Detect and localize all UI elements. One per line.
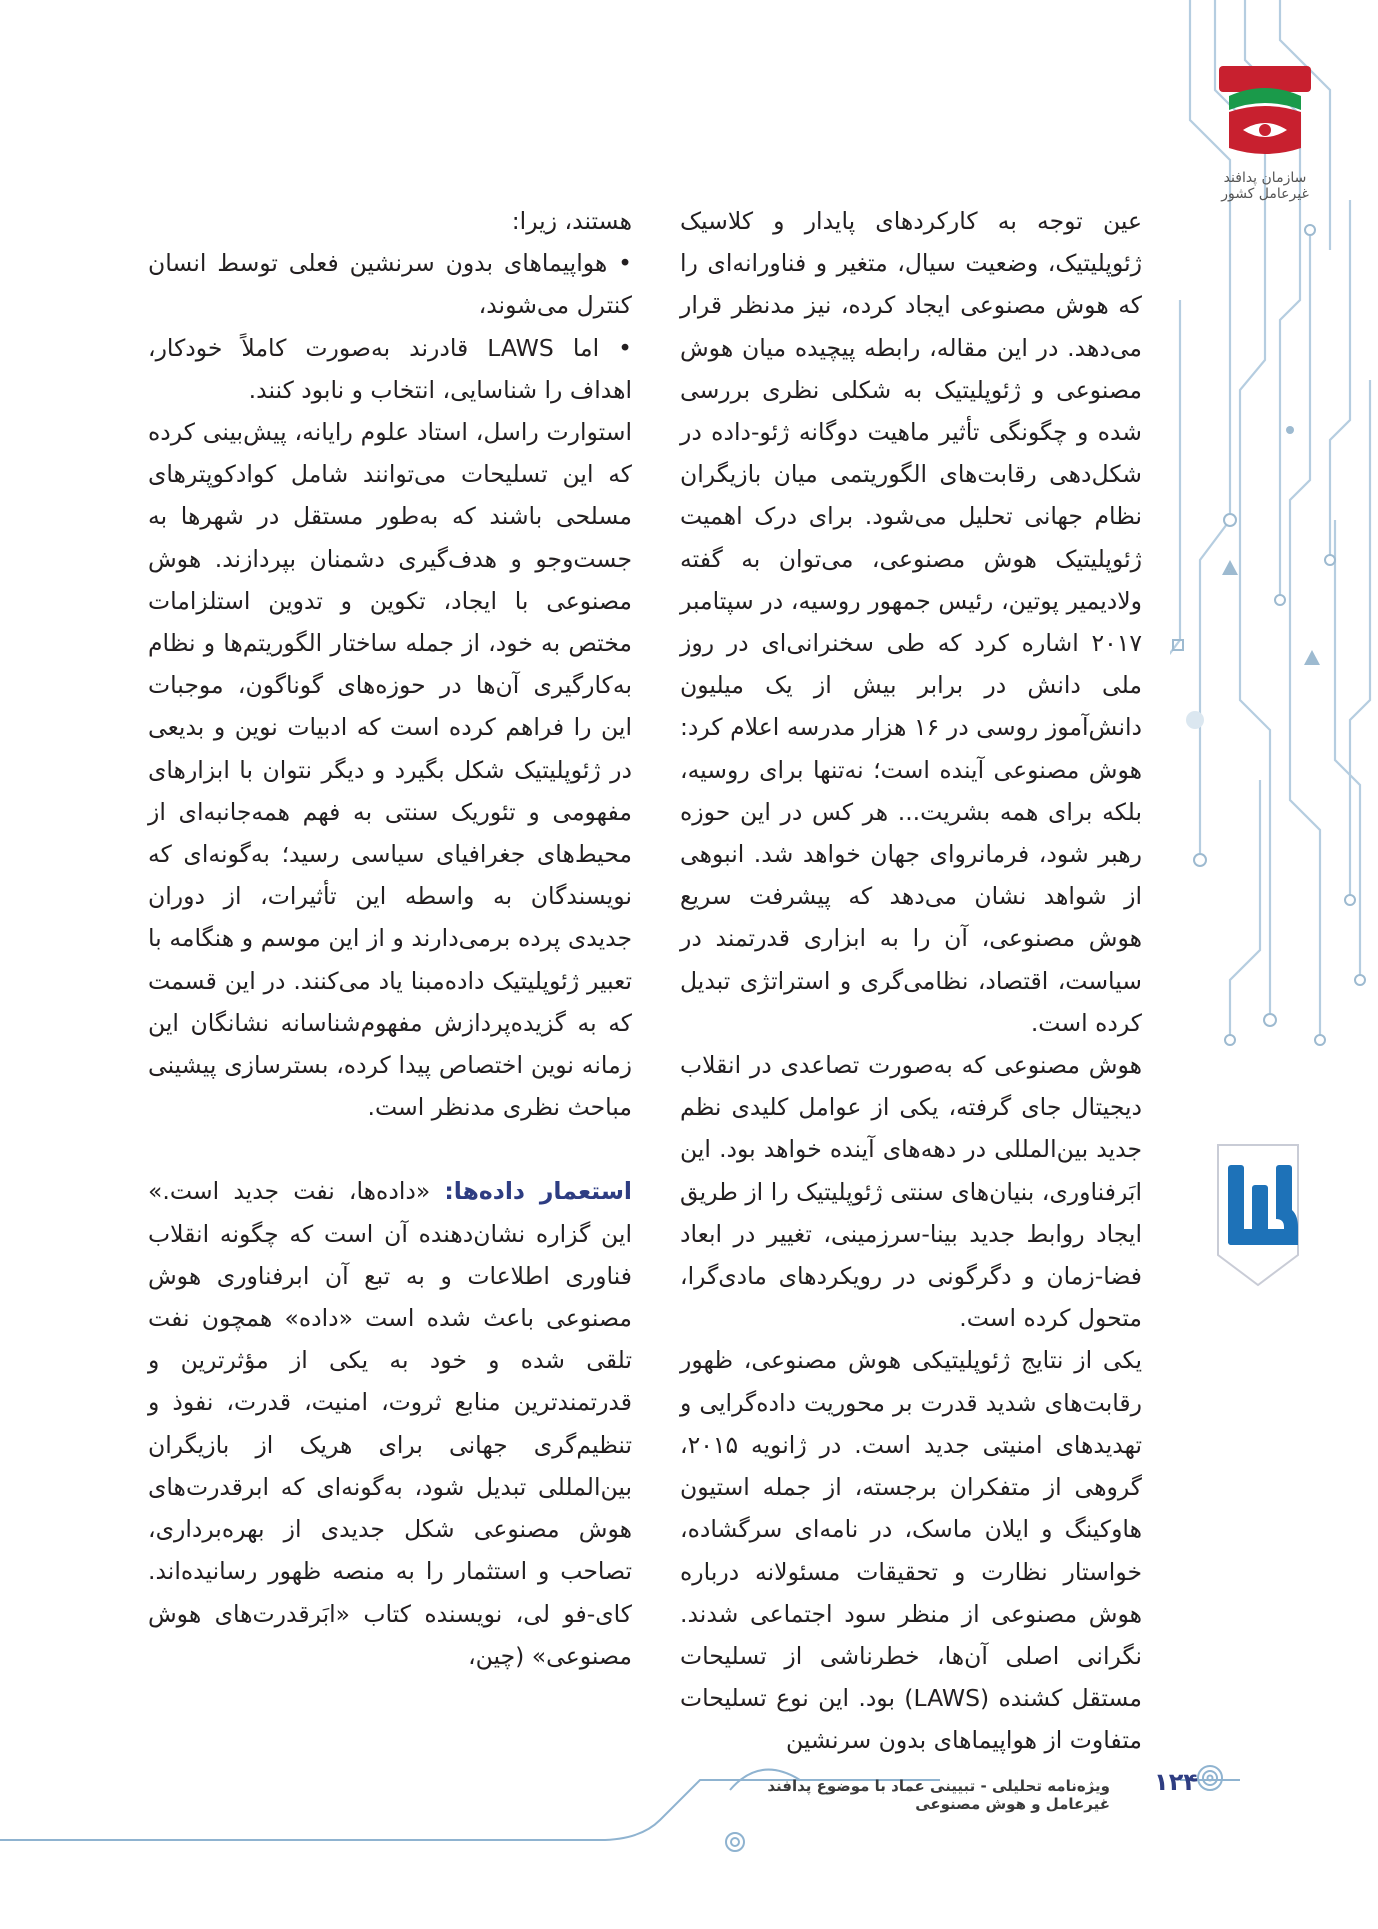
paragraph: هوش مصنوعی که به‌صورت تصاعدی در انقلاب دیجیتال جای گرفته، یکی از عوامل کلیدی نظم جدید بین‌المللی در دهه‌های آینده خواهد بود. این ابَرفناوری، بنیان‌های سنتی ژئوپلیتیک را از طریق ایجاد روابط جدید بینا-سرزمینی، تغییر در ابعاد فضا-زمان و دگرگونی در رویکردهای مادی‌گرا، متحول کرده است. <box>680 1051 1142 1333</box>
page-number: ۱۲۴ <box>1154 1768 1198 1796</box>
intro-text: هستند، زیرا: <box>511 207 632 235</box>
right-column <box>680 200 1142 1762</box>
section-paragraph <box>148 1170 632 1676</box>
paragraph: یکی از نتایج ژئوپلیتیکی هوش مصنوعی، ظهور رقابت‌های شدید قدرت بر محوریت داده‌گرایی و تهدیدهای امنیتی جدید است. در ژانویه ۲۰۱۵، گروهی از متفکران برجسته، از جمله استیون هاوکینگ و ایلان ماسک، در نامه‌ای سرگشاده، خواستار نظارت و تحقیقات مسئولانه درباره هوش مصنوعی از منظر سود اجتماعی شدند. نگرانی اصلی آن‌ها، خطرناشی از تسلیحات مستقل کشنده (LAWS) بود. این نوع تسلیحات متفاوت از هواپیماهای بدون سرنشین <box>680 1346 1143 1755</box>
section-text: «داده‌ها، نفت جدید است.» این گزاره نشان‌دهنده آن است که چگونه انقلاب فناوری اطلاعات و به تبع آن ابرفناوری هوش مصنوعی باعث شده است «داده» همچون نفت تلقی شده و خود به یکی از مؤثرترین و قدرتمندترین منابع ثروت، امنیت، قدرت، نفوذ و تنظیم‌گری جهانی برای هریک از بازیگران بین‌المللی تبدیل شود، به‌گونه‌ای که ابرقدرت‌های هوش مصنوعی شکل جدیدی از بهره‌برداری، تصاحب و استثمار را به منصه ظهور رسانیده‌اند. کای-فو لی، نویسنده کتاب «ابَرقدرت‌های هوش مصنوعی» (چین، <box>148 1177 632 1670</box>
organization-logo <box>1205 60 1325 210</box>
paragraph: استوارت راسل، استاد علوم رایانه، پیش‌بینی کرده که این تسلیحات می‌توانند شامل کوادکوپترهای مسلحی باشند که به‌طور مستقل در شهرها به جست‌وجو و هدف‌گیری دشمنان بپردازند. هوش مصنوعی با ایجاد، تکوین و تدوین استلزامات مختص به خود، از جمله ساختار الگوریتم‌ها و نظام به‌کارگیری آن‌ها در حوزه‌های گوناگون، موجبات این را فراهم کرده است که ادبیات نوین و بدیعی در ژئوپلیتیک شکل بگیرد و دیگر نتوان با ابزارهای مفهومی و تئوریک سنتی به فهم همه‌جانبه‌ای از محیط‌های جغرافیای سیاسی رسید؛ به‌گونه‌ای که نویسندگان به واسطه این تأثیرات، از دوران جدیدی پرده برمی‌دارند و از این موسم و هنگامه با تعبیر ژئوپلیتیک داده‌مبنا یاد می‌کنند. در این قسمت که به گزیده‌پردازش مفهوم‌شناسانه نشانگان این زمانه نوین اختصاص پیدا کرده، بسترسازی پیشینی مباحث نظری مدنظر است. <box>148 418 632 1122</box>
circuit-decoration <box>1170 0 1378 1929</box>
bullet-item: • اما LAWS قادرند به‌صورت کاملاً خودکار، اهداف را شناسایی، انتخاب و نابود کنند. <box>148 327 632 411</box>
paragraph: عین توجه به کارکردهای پایدار و کلاسیک ژئوپلیتیک، وضعیت سیال، متغیر و فناورانه‌ای را که هوش مصنوعی ایجاد کرده، نیز مدنظر قرار می‌دهد. در این مقاله، رابطه پیچیده میان هوش مصنوعی و ژئوپلیتیک به شکلی نظری بررسی شده و چگونگی تأثیر ماهیت دوگانه ژئو-داده در شکل‌دهی رقابت‌های الگوریتمی میان بازیگران نظام جهانی تحلیل می‌شود. برای درک اهمیت ژئوپلیتیک هوش مصنوعی، می‌توان به گفته ولادیمیر پوتین، رئیس جمهور روسیه، در سپتامبر ۲۰۱۷ اشاره کرد که طی سخنرانی‌ای در روز ملی دانش در برابر بیش از یک میلیون دانش‌آموز روسی در ۱۶ هزار مدرسه اعلام کرد: هوش مصنوعی آینده است؛ نه‌تنها برای روسیه، بلکه برای همه بشریت... هر کس در این حوزه رهبر شود، فرمانروای جهان خواهد شد. انبوهی از شواهد نشان می‌دهد که پیشرفت سریع هوش مصنوعی، آن را به ابزاری قدرتمند در سیاست، اقتصاد، نظامی‌گری و استراتژی تبدیل کرده است. <box>680 207 1142 1037</box>
footer-title: ویژه‌نامه تحلیلی - تبیینی عماد با موضوع پدافند غیرعامل و هوش مصنوعی <box>767 1777 1110 1813</box>
section-heading: استعمار داده‌ها: <box>444 1177 632 1206</box>
left-column <box>148 200 632 1677</box>
logo-caption: سازمان پدافند غیرعامل کشور <box>1221 170 1309 202</box>
amad-logo-icon <box>1198 1135 1318 1295</box>
bullet-item: • هواپیماهای بدون سرنشین فعلی توسط انسان کنترل می‌شوند، <box>148 242 632 326</box>
passive-defense-emblem-icon <box>1215 60 1315 165</box>
spacer <box>148 1128 632 1170</box>
